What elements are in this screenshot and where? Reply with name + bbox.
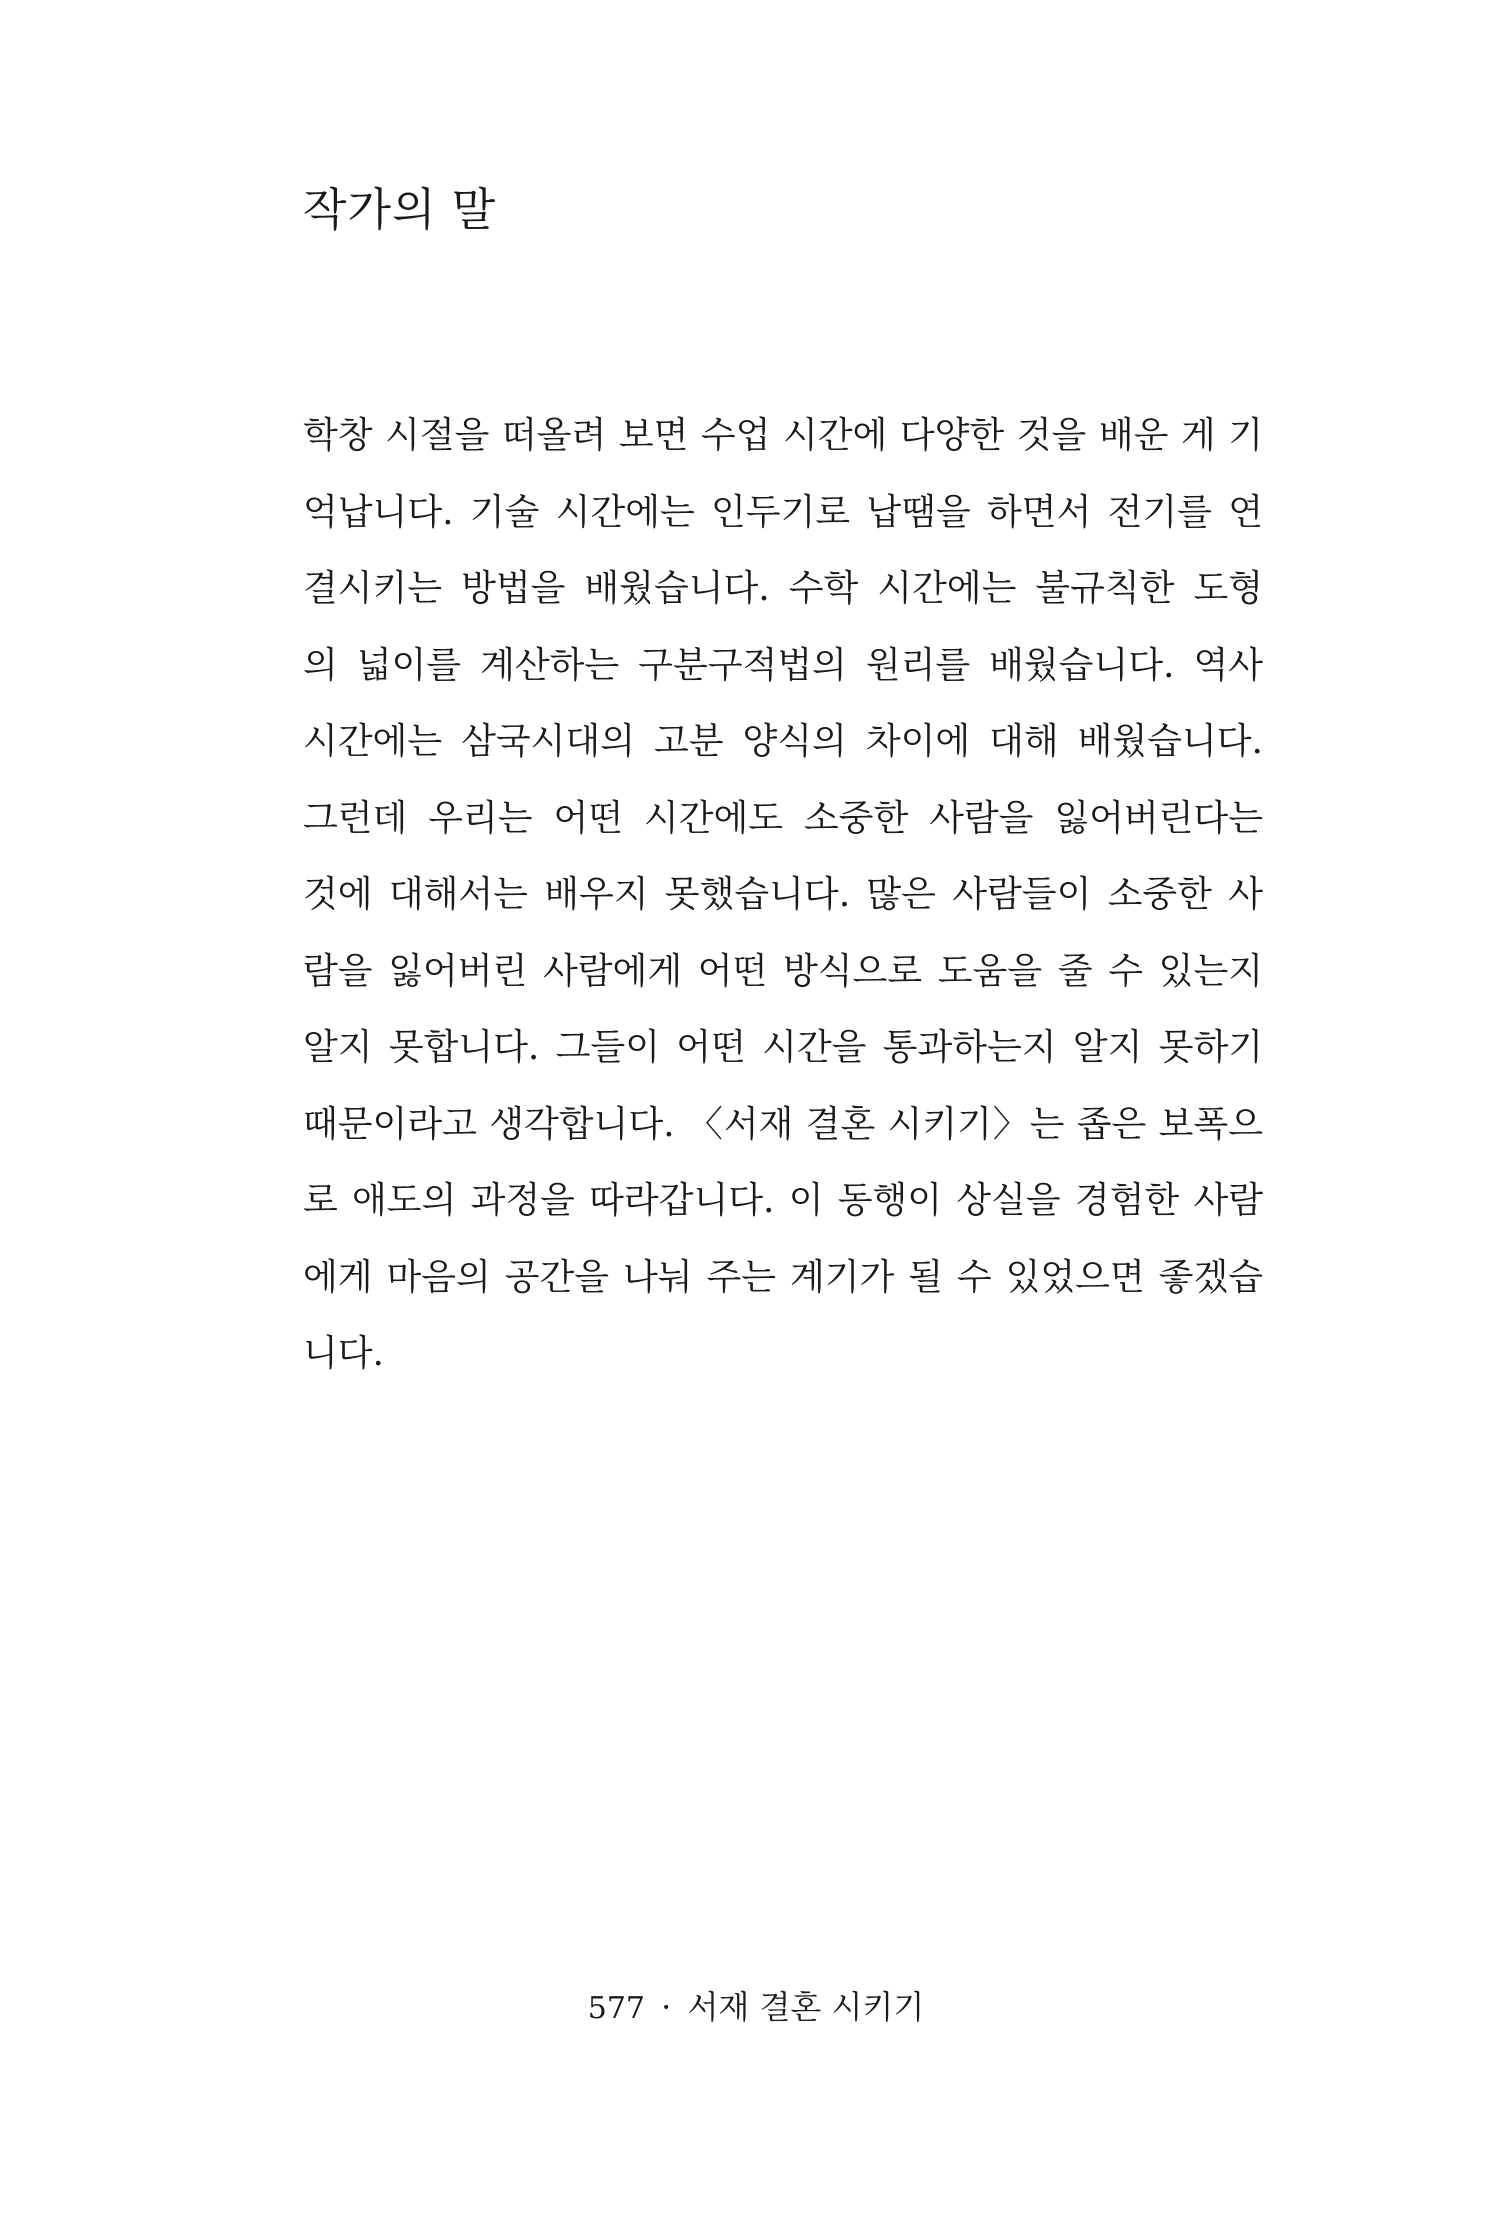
- body-line: 그런데 우리는 어떤 시간에도 소중한 사람을 잃어버린다는: [303, 797, 1263, 839]
- body-line: 에게 마음의 공간을 나눠 주는 계기가 될 수 있었으면 좋겠습: [303, 1256, 1263, 1298]
- body-line: 시간에는 삼국시대의 고분 양식의 차이에 대해 배웠습니다.: [303, 721, 1263, 762]
- running-title: 서재 결혼 시키기: [687, 1988, 925, 2026]
- body-line: 결시키는 방법을 배웠습니다. 수학 시간에는 불규칙한 도형: [303, 568, 1263, 609]
- body-line: 것에 대해서는 배우지 못했습니다. 많은 사람들이 소중한 사: [303, 874, 1263, 915]
- body-line-last: 니다.: [303, 1333, 384, 1374]
- body-line: 의 넓이를 계산하는 구분구적법의 원리를 배웠습니다. 역사: [303, 644, 1263, 686]
- page-title: 작가의 말: [303, 183, 497, 236]
- body-line: 때문이라고 생각합니다. 〈서재 결혼 시키기〉는 좁은 보폭으: [303, 1103, 1263, 1145]
- body-line: 학창 시절을 떠올려 보면 수업 시간에 다양한 것을 배운 게 기: [303, 415, 1263, 456]
- body-line: 람을 잃어버린 사람에게 어떤 방식으로 도움을 줄 수 있는지: [303, 950, 1263, 992]
- page-number: 577: [587, 1991, 645, 2026]
- page-footer: [0, 1985, 1512, 2031]
- body-line: 억납니다. 기술 시간에는 인두기로 납땜을 하면서 전기를 연: [303, 491, 1263, 533]
- body-line: 로 애도의 과정을 따라갑니다. 이 동행이 상실을 경험한 사람: [303, 1180, 1263, 1221]
- body-paragraph: [303, 398, 1263, 1393]
- footer-separator: ·: [661, 1988, 672, 2026]
- body-line: 알지 못합니다. 그들이 어떤 시간을 통과하는지 알지 못하기: [303, 1027, 1263, 1068]
